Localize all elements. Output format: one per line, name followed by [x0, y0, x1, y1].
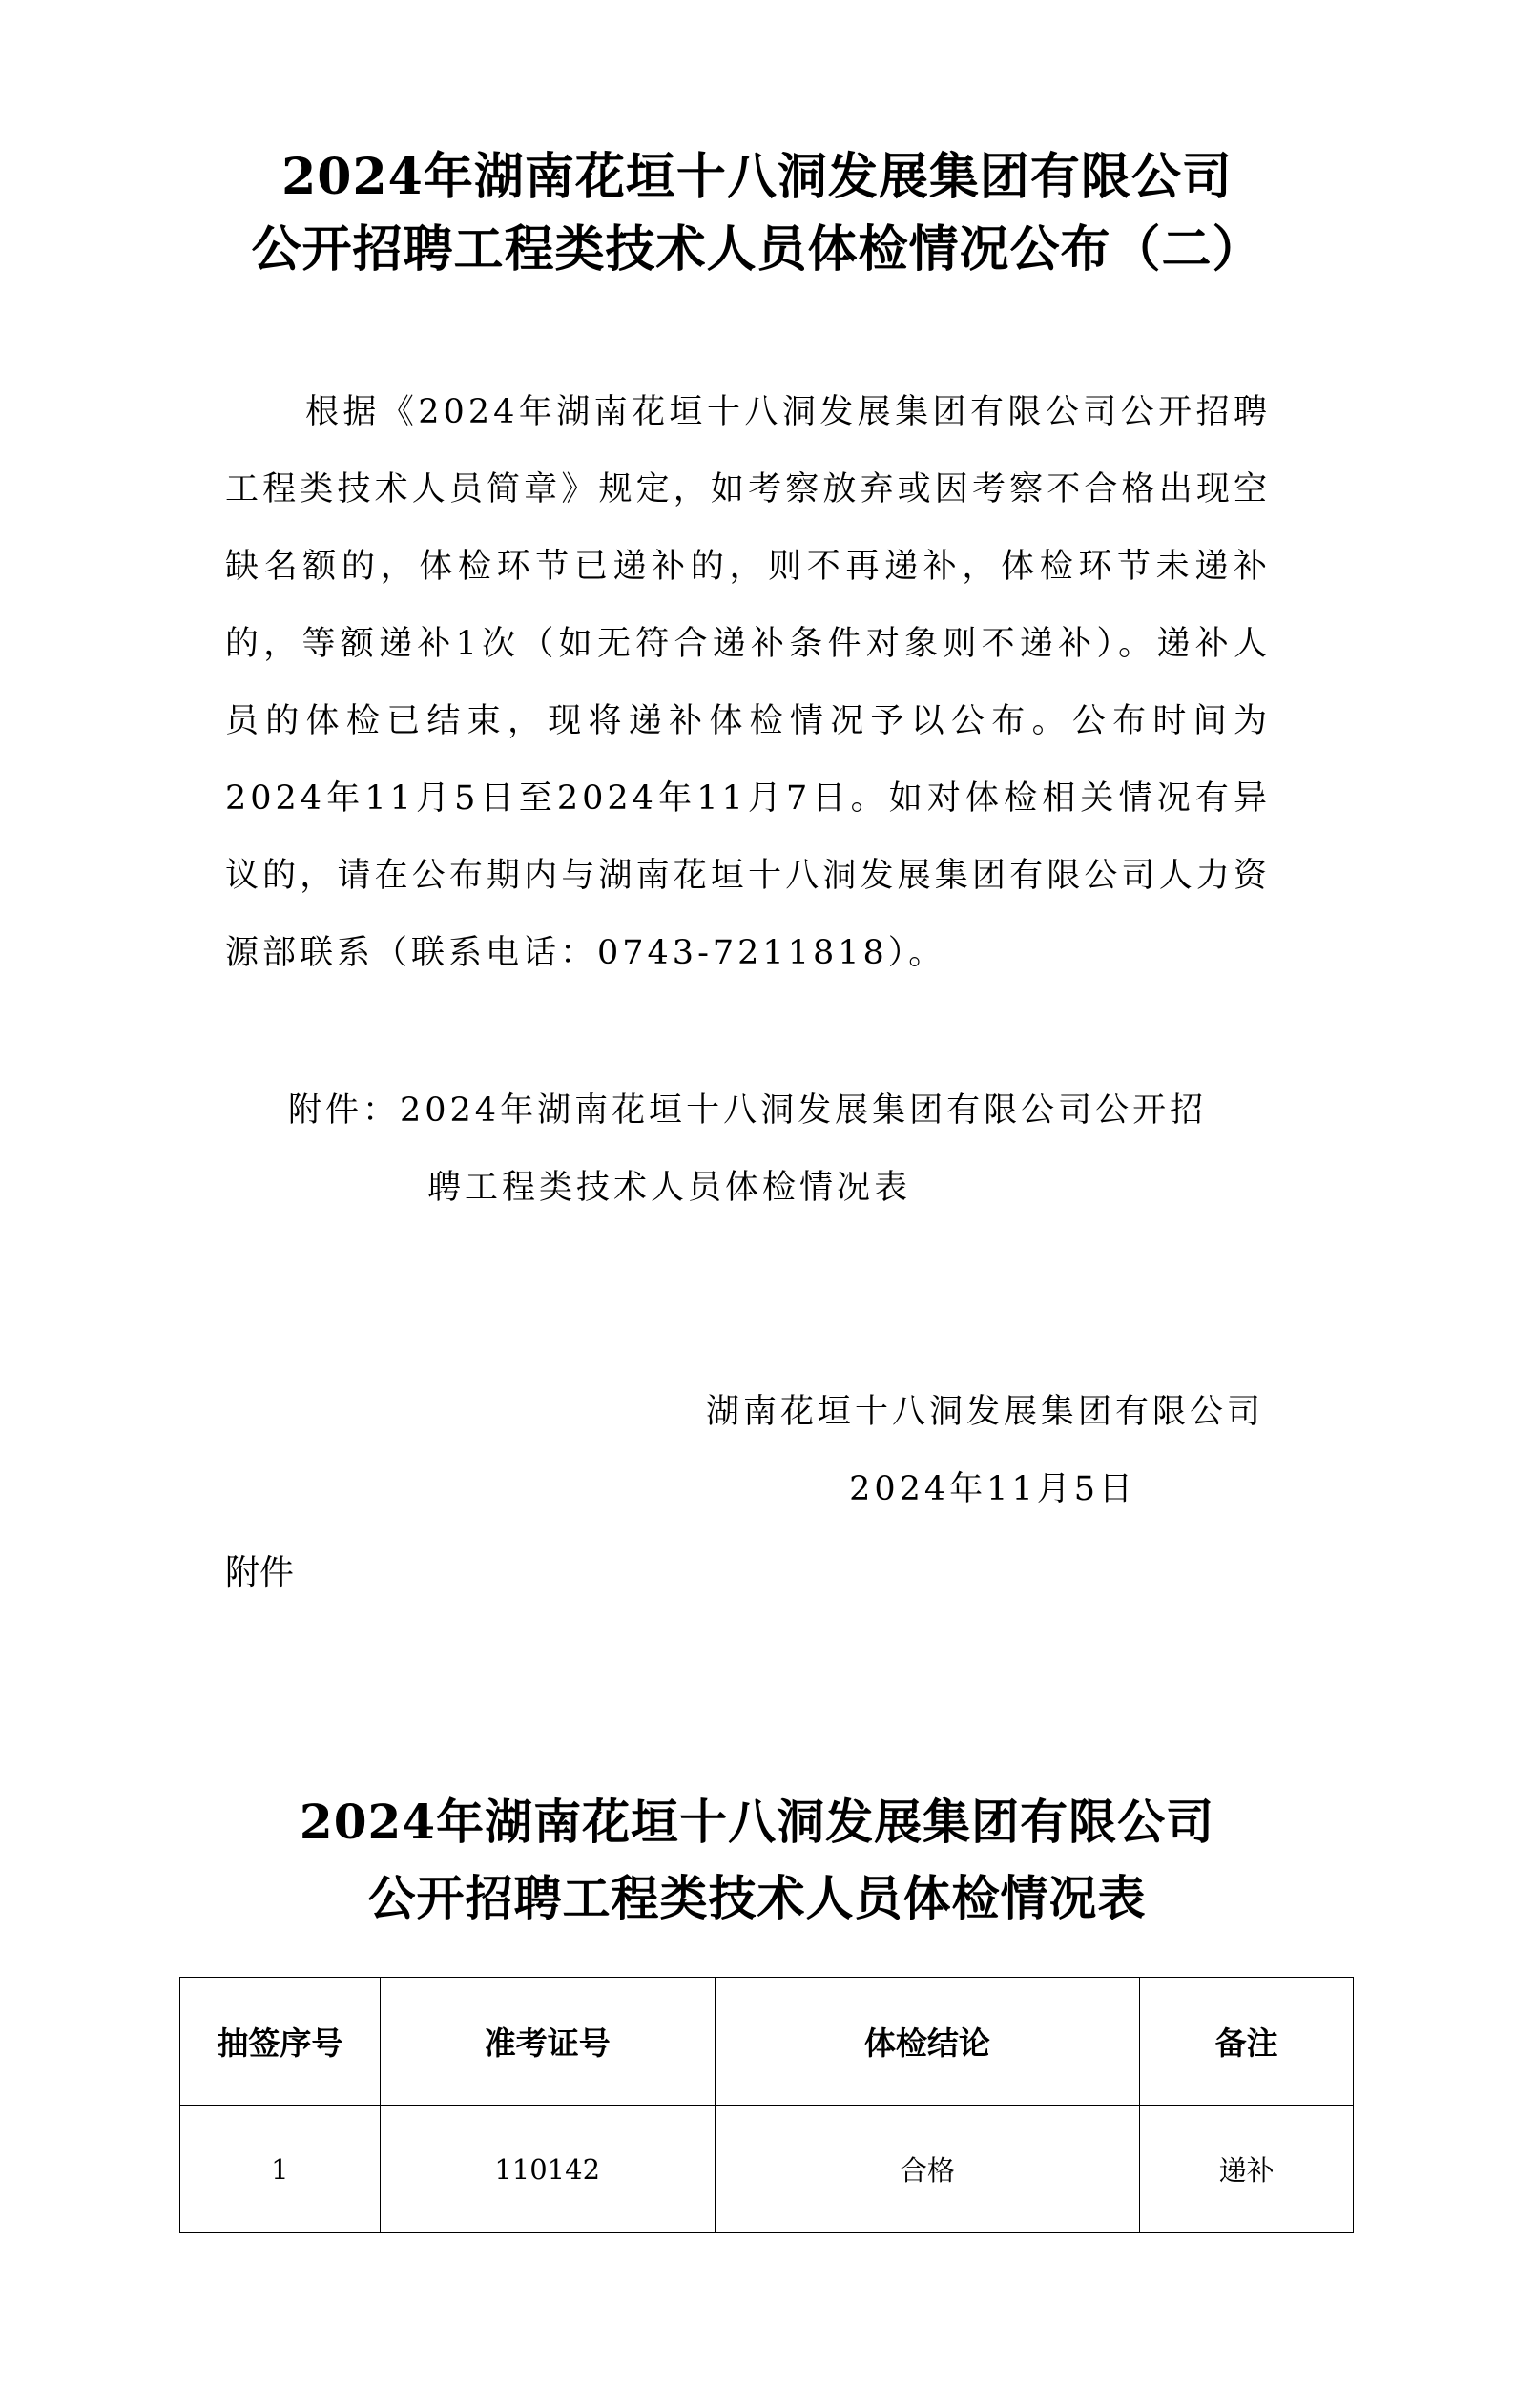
notice-title-line1: 2024年湖南花垣十八洞发展集团有限公司: [281, 148, 1233, 206]
table-row: [180, 2106, 1354, 2233]
attachment-note: [288, 1072, 1280, 1227]
attachment-note-line1: 附件：2024年湖南花垣十八洞发展集团有限公司公开招: [288, 1091, 1208, 1130]
header-remarks: 备注: [1140, 1978, 1354, 2106]
attachment-label: 附件: [225, 1553, 295, 1592]
header-exam-id: 准考证号: [380, 1978, 715, 2106]
signature-date: 2024年11月5日: [849, 1470, 1136, 1508]
header-exam-result: 体检结论: [715, 1978, 1140, 2106]
table-title-line2: 公开招聘工程类技术人员体检情况表: [367, 1870, 1147, 1926]
attachment-note-line2: 聘工程类技术人员体检情况表: [427, 1169, 912, 1207]
cell-exam-result: 合格: [715, 2106, 1140, 2233]
signature-organization: 湖南花垣十八洞发展集团有限公司: [705, 1393, 1264, 1431]
table-header-row: [180, 1978, 1354, 2106]
notice-body: 根据《2024年湖南花垣十八洞发展集团有限公司公开招聘工程类技术人员简章》规定，如考察放弃或因考察不合格出现空缺名额的，体检环节已递补的，则不再递补，体检环节未递补的，等额递补1次（如无符合递补条件对象则不递补）。递补人员的体检已结束，现将递补体检情况予以公布。公布时间为2024年11月5日至2024年11月7日。如对体检相关情况有异议的，请在公布期内与湖南花垣十八洞发展集团有限公司人力资源部联系（联系电话：0743-7211818）。: [225, 393, 1271, 972]
cell-remarks: 递补: [1140, 2106, 1354, 2233]
notice-title: [0, 141, 1514, 286]
table-title: [0, 1784, 1514, 1937]
table-title-line1: 2024年湖南花垣十八洞发展集团有限公司: [299, 1794, 1215, 1850]
header-draw-number: 抽签序号: [180, 1978, 381, 2106]
notice-title-line2: 公开招聘工程类技术人员体检情况公布（二）: [251, 220, 1263, 279]
cell-exam-id: 110142: [380, 2106, 715, 2233]
cell-draw-number: 1: [180, 2106, 381, 2233]
results-table: [179, 1977, 1354, 2233]
